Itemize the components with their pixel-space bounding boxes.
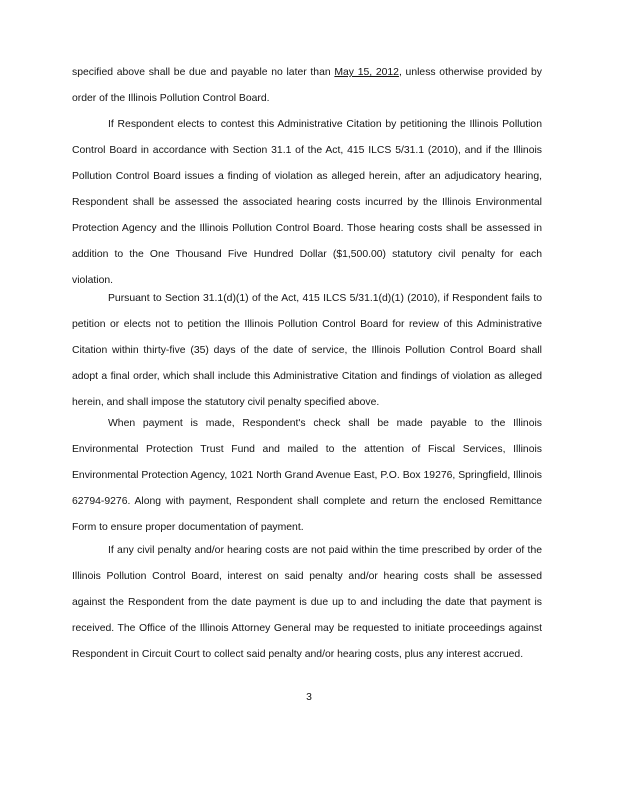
paragraph-interest: If any civil penalty and/or hearing costs are not paid within the time prescribed by order of the Illinois Pollution Control Board, interest on said penalty and/or hearing costs shall be assessed against the Respondent from the date payment is due up to and including the date that payment is received. The Office of the Illinois Attorney General may be requested to initiate proceedings against Respondent in Circuit Court to collect said penalty and/or hearing costs, plus any interest accrued. (72, 545, 542, 660)
payment-due-text-start: specified above shall be due and payable no later than (72, 67, 335, 78)
paragraph-final-order: Pursuant to Section 31.1(d)(1) of the Act, 415 ILCS 5/31.1(d)(1) (2010), if Respondent fails to petition or elects not to petition the Illinois Pollution Control Board for review of this Administrative Citation within thirty-five (35) days of the date of service, the Illinois Pollution Control Board shall adopt a final order, which shall include this Administrative Citation and findings of violation as alleged herein, and shall impose the statutory civil penalty specified above. (72, 293, 542, 408)
paragraph-contest-citation: If Respondent elects to contest this Administrative Citation by petitioning the Illinois Pollution Control Board in accordance with Section 31.1 of the Act, 415 ILCS 5/31.1 (2010), and if the Illinois Pollution Control Board issues a finding of violation as alleged herein, after an adjudicatory hearing, Respondent shall be assessed the associated hearing costs incurred by the Illinois Environmental Protection Agency and the Illinois Pollution Control Board. Those hearing costs shall be assessed in addition to the One Thousand Five Hundred Dollar ($1,500.00) statutory civil penalty for each violation. (72, 119, 542, 286)
page-number: 3 (306, 692, 312, 703)
payment-due-text-end: , unless otherwise provided by order of the Illinois Pollution Control Board. (72, 67, 543, 104)
due-date: May 15, 2012 (334, 67, 399, 78)
paragraph-payment-due (72, 60, 542, 112)
paragraph-payment-instructions: When payment is made, Respondent's check shall be made payable to the Illinois Environmental Protection Trust Fund and mailed to the attention of Fiscal Services, Illinois Environmental Protection Agency, 1021 North Grand Avenue East, P.O. Box 19276, Springfield, Illinois 62794-9276. Along with payment, Respondent shall complete and return the enclosed Remittance Form to ensure proper documentation of payment. (72, 418, 542, 533)
